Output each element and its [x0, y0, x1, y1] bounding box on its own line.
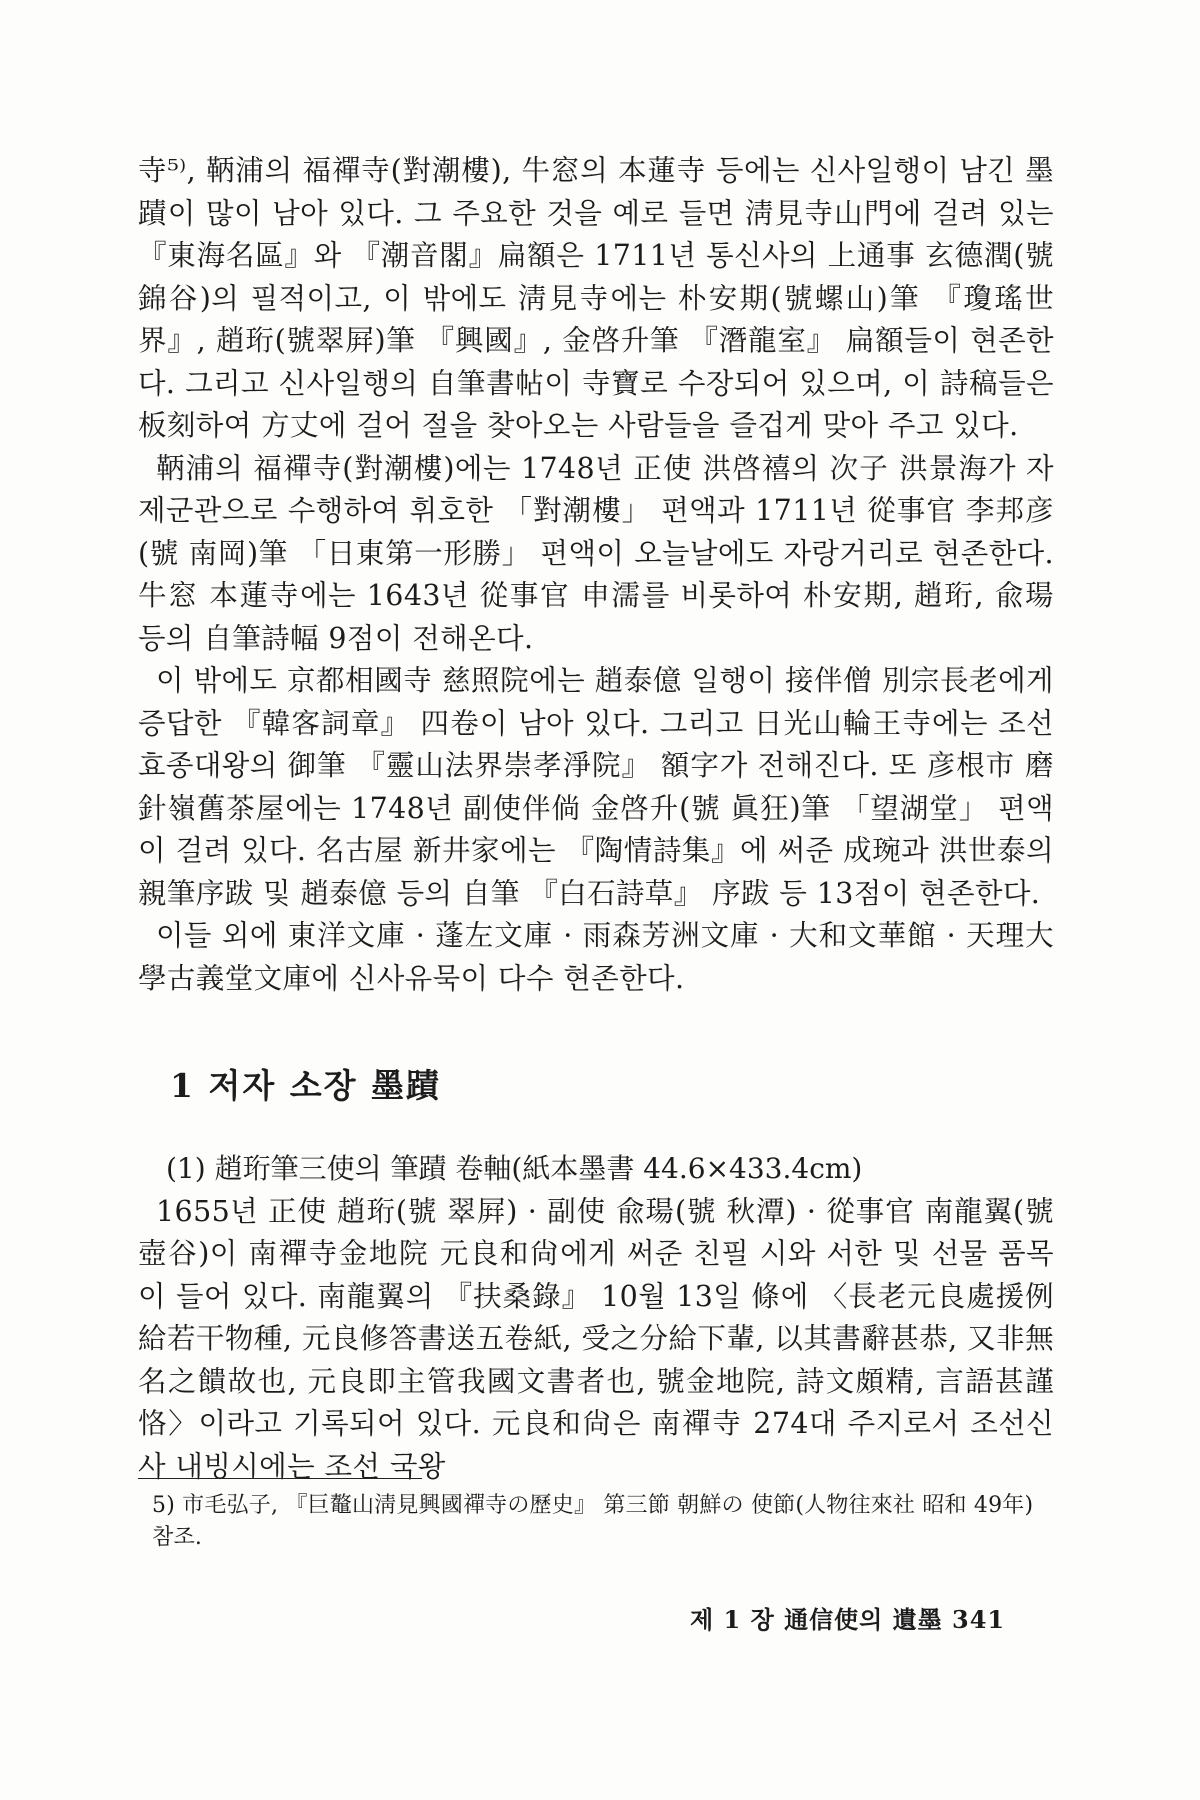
- paragraph-1: 寺⁵⁾, 鞆浦의 福禪寺(對潮樓), 牛窓의 本蓮寺 등에는 신사일행이 남긴 墨蹟이 많이 남아 있다. 그 주요한 것을 예로 들면 淸見寺山門에 걸려 있는 『東海名區』와 『潮音閣』扁額은 1711년 통신사의 上通事 玄德潤(號錦谷)의 필적이고, 이 밖에도 淸見寺에는 朴安期(號螺山)筆 『瓊瑤世界』, 趙珩(號翠屛)筆 『興國』, 金啓升筆 『潛龍室』 扁額들이 현존한다. 그리고 신사일행의 自筆書帖이 寺寶로 수장되어 있으며, 이 詩稿들은 板刻하여 方丈에 걸어 절을 찾아오는 사람들을 즐겁게 맞아 주고 있다.: [138, 154, 1054, 442]
- item-paragraph: 1655년 正使 趙珩(號 翠屛) · 副使 兪瑒(號 秋潭) · 從事官 南龍翼(號 壺谷)이 南禪寺金地院 元良和尙에게 써준 친필 시와 서한 및 선물 품목이 들어 있다. 南龍翼의 『扶桑錄』 10월 13일 條에 〈長老元良處援例給若干物種, 元良修答書送五卷紙, 受之分給下輩, 以其書辭甚恭, 又非無名之饋故也, 元良即主管我國文書者也, 號金地院, 詩文頗精, 言語甚謹恪〉이라고 기록되어 있다. 元良和尙은 南禪寺 274대 주지로서 조선신사 내빙시에는 조선 국왕: [138, 1194, 1054, 1483]
- section-heading: 1 저자 소장 墨蹟: [170, 1066, 441, 1105]
- footnote: 5) 市毛弘子, 『巨鼇山淸見興國禪寺の歷史』 第三節 朝鮮の 使節(人物往來社 昭和 49年) 참조.: [152, 1493, 1034, 1550]
- paragraph-4: 이들 외에 東洋文庫 · 蓬左文庫 · 雨森芳洲文庫 · 大和文華館 · 天理大學古義堂文庫에 신사유묵이 다수 현존한다.: [138, 919, 1054, 995]
- paragraph-3: 이 밖에도 京都相國寺 慈照院에는 趙泰億 일행이 接伴僧 別宗長老에게 증답한 『韓客詞章』 四卷이 남아 있다. 그리고 日光山輪王寺에는 조선 효종대왕의 御筆 『靈山法界崇孝淨院』 額字가 전해진다. 또 彦根市 磨針嶺舊茶屋에는 1748년 副使伴倘 金啓升(號 眞狂)筆 「望湖堂」 편액이 걸려 있다. 名古屋 新井家에는 『陶情詩集』에 써준 成琬과 洪世泰의 親筆序跋 및 趙泰億 등의 自筆 『白石詩草』 序跋 등 13점이 현존한다.: [138, 664, 1054, 910]
- paragraph-2: 鞆浦의 福禪寺(對潮樓)에는 1748년 正使 洪啓禧의 次子 洪景海가 자제군관으로 수행하여 휘호한 「對潮樓」 편액과 1711년 從事官 李邦彦(號 南岡)筆 「日東第一形勝」 편액이 오늘날에도 자랑거리로 현존한다. 牛窓 本蓮寺에는 1643년 從事官 申濡를 비롯하여 朴安期, 趙珩, 兪瑒 등의 自筆詩幅 9점이 전해온다.: [138, 451, 1054, 655]
- body-text: [138, 150, 1054, 1000]
- footnote-rule: [138, 1478, 422, 1479]
- running-footer: 제 1 장 通信使의 遺墨 341: [690, 1605, 1006, 1634]
- item-heading: (1) 趙珩筆三使의 筆蹟 卷軸(紙本墨書 44.6×433.4cm): [166, 1152, 863, 1185]
- item-section: [138, 1148, 1054, 1488]
